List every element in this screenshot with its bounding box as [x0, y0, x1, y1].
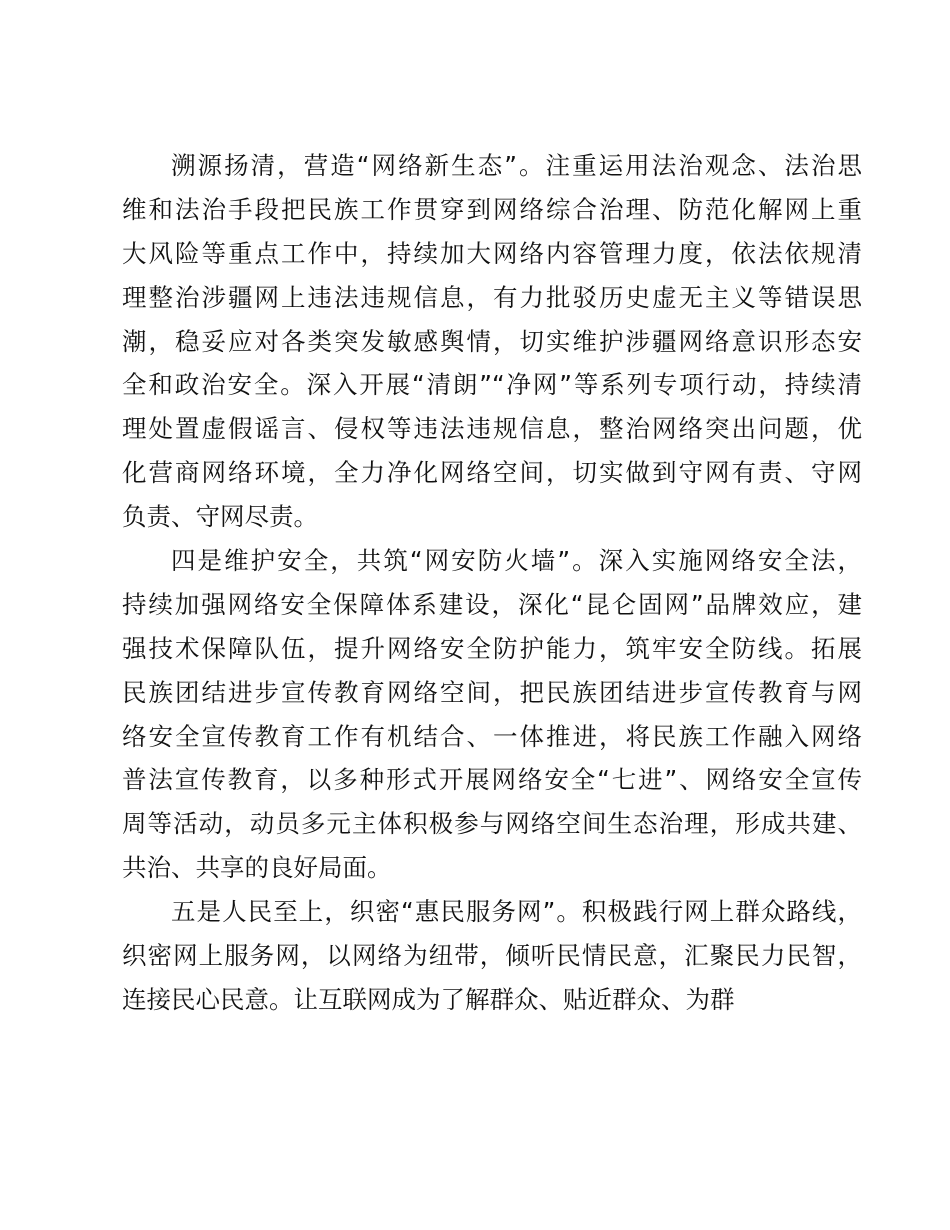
paragraph-line: 理整治涉疆网上违法违规信息，有力批驳历史虚无主义等错误思 [122, 282, 862, 312]
paragraph-line: 连接民心民意。让互联网成为了解群众、贴近群众、为群 [122, 984, 735, 1014]
paragraph-line: 民族团结进步宣传教育网络空间，把民族团结进步宣传教育与网 [122, 677, 862, 707]
paragraph-line: 四是维护安全，共筑“网安防火墙”。深入实施网络安全法， [171, 546, 862, 576]
paragraph-line: 大风险等重点工作中，持续加大网络内容管理力度，依法依规清 [122, 238, 862, 268]
paragraph-line: 负责、守网尽责。 [122, 502, 318, 532]
paragraph-line: 五是人民至上，织密“惠民服务网”。积极践行网上群众路线， [171, 897, 862, 927]
paragraph-line: 化营商网络环境，全力净化网络空间，切实做到守网有责、守网 [122, 458, 862, 488]
paragraph-line: 普法宣传教育，以多种形式开展网络安全“七进”、网络安全宣传 [122, 765, 862, 795]
paragraph-line: 络安全宣传教育工作有机结合、一体推进，将民族工作融入网络 [122, 721, 862, 751]
paragraph-line: 持续加强网络安全保障体系建设，深化“昆仑固网”品牌效应，建 [122, 589, 862, 619]
paragraph-line: 共治、共享的良好局面。 [122, 853, 392, 883]
paragraph-line: 全和政治安全。深入开展“清朗”“净网”等系列专项行动，持续清 [122, 370, 862, 400]
paragraph-line: 织密网上服务网，以网络为纽带，倾听民情民意，汇聚民力民智， [122, 941, 862, 971]
paragraph-line: 潮，稳妥应对各类突发敏感舆情，切实维护涉疆网络意识形态安 [122, 326, 862, 356]
paragraph-line: 溯源扬清，营造“网络新生态”。注重运用法治观念、法治思 [171, 151, 862, 180]
paragraph-line: 周等活动，动员多元主体积极参与网络空间生态治理，形成共建、 [122, 809, 862, 839]
body-text [122, 144, 862, 1022]
paragraph-line: 理处置虚假谣言、侵权等违法违规信息，整治网络突出问题，优 [122, 414, 862, 444]
paragraph-line: 维和法治手段把民族工作贯穿到网络综合治理、防范化解网上重 [122, 194, 862, 224]
paragraph-line: 强技术保障队伍，提升网络安全防护能力，筑牢安全防线。拓展 [122, 633, 862, 663]
